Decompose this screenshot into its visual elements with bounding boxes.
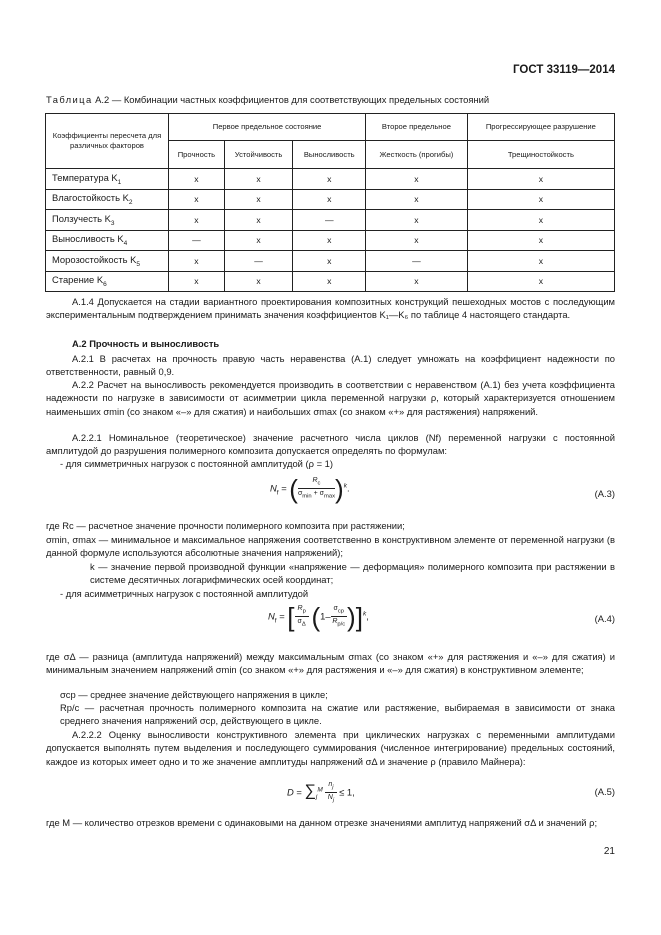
table-caption — [46, 94, 489, 105]
where-m: где M — количество отрезков времени с одинаковыми на данном отрезке значениями амплитуд напряжений σΔ и значений ρ; — [46, 817, 598, 828]
subheader-stiffness: Жесткость (прогибы) — [366, 141, 468, 169]
table-cell: x — [224, 169, 293, 190]
table-cell: — — [224, 251, 293, 272]
where-k: k — значение первой производной функции «напряжение — деформация» полимерного композита при растяжении в системе десятичных логарифмических осей координат; — [90, 561, 615, 586]
row-label: Ползучесть $K_3$ — [46, 210, 169, 231]
table-row — [46, 251, 615, 272]
caption-text: А.2 — Комбинации частных коэффициентов для соответствующих предельных состояний — [92, 94, 490, 105]
table-cell: x — [467, 271, 614, 292]
equation-number-a3: (А.3) — [594, 488, 615, 499]
table-cell: x — [366, 189, 468, 210]
table-cell: x — [224, 230, 293, 251]
header-second-state: Второе предельное — [366, 114, 468, 141]
list-item-asymmetric: - для асимметричных нагрузок с постоянной амплитудой — [60, 588, 309, 599]
where-sigma: σmin, σmax — минимальное и максимальное напряжения соответственно в конструктивном элементе от переменной нагрузки (в данной формуле используются абсолютные значения напряжений); — [46, 534, 615, 559]
where-rpc: Rp/c — расчетная прочность полимерного композита на сжатие или растяжение, выбираемая в зависимости от знака среднего значения напряжений σср, действующего в цикле. — [60, 702, 615, 727]
row-label: Выносливость $K_4$ — [46, 230, 169, 251]
table-cell: x — [224, 189, 293, 210]
where-sigma-delta: где σΔ — разница (амплитуда напряжений) между максимальным σmax (со знаком «+» для растяжения и «–» для сжатия) и минимальным значением напряжений σmin (со знаком «+» для растяжения и «–» для сжатия) в конструктивном элементе; — [46, 651, 615, 676]
table-cell: x — [293, 251, 366, 272]
table-cell: x — [293, 271, 366, 292]
table-cell: x — [366, 271, 468, 292]
table-cell: x — [169, 210, 225, 231]
document-id: ГОСТ 33119—2014 — [513, 64, 615, 76]
section-heading-a2: А.2 Прочность и выносливость — [72, 338, 220, 349]
header-first-state: Первое предельное состояние — [169, 114, 366, 141]
paragraph-a21: А.2.1 В расчетах на прочность правую часть неравенства (А.1) следует умножать на коэффициент надежности по ответственности, равный 0,9. — [46, 353, 615, 378]
row-label: Влагостойкость $K_2$ — [46, 189, 169, 210]
row-label: Морозостойкость $K_5$ — [46, 251, 169, 272]
table-row — [46, 169, 615, 190]
table-cell: x — [169, 251, 225, 272]
row-label: Температура $K_1$ — [46, 169, 169, 190]
subheader-stability: Устойчивость — [224, 141, 293, 169]
formula-a3: $N_f$ = ( $\frac{R_c}{\sigma_{min} + \sigma_{max}}$ )$^k$. — [270, 473, 350, 504]
table-cell: x — [169, 271, 225, 292]
paragraph-a221: А.2.2.1 Номинальное (теоретическое) значение расчетного числа циклов (Nf) переменной нагрузки с постоянной амплитудой до разрушения полимерного композита допускается определять по формулам: — [46, 432, 615, 457]
equation-number-a4: (А.4) — [594, 613, 615, 624]
where-sigma-cp: σср — среднее значение действующего напряжения в цикле; — [60, 689, 328, 700]
subheader-crack-resistance: Трещиностойкость — [467, 141, 614, 169]
table-cell: x — [293, 189, 366, 210]
table-cell: — — [293, 210, 366, 231]
page-number: 21 — [603, 846, 615, 857]
table-cell: x — [467, 251, 614, 272]
table-row — [46, 271, 615, 292]
table-cell: x — [366, 169, 468, 190]
paragraph-a222: А.2.2.2 Оценку выносливости конструктивного элемента при циклических нагрузках с переменными амплитудами допускается выполнять путем выделения и последующего суммирования (численное интегрирование) предельных состояний, каждое из которых имеет одно и то же значение амплитуды напряжений σΔ и значение ρ (правило Майнера): — [46, 729, 615, 767]
table-row — [46, 230, 615, 251]
caption-label: Таблица — [46, 94, 93, 105]
list-item-symmetric: - для симметричных нагрузок с постоянной амплитудой (ρ = 1) — [60, 458, 333, 469]
table-cell: x — [293, 169, 366, 190]
header-factors: Коэффициенты пересчета для различных факторов — [46, 114, 169, 169]
table-cell: x — [467, 189, 614, 210]
table-cell: x — [366, 230, 468, 251]
row-label: Старение $K_6$ — [46, 271, 169, 292]
table-cell: x — [169, 189, 225, 210]
equation-number-a5: (А.5) — [594, 786, 615, 797]
table-cell: x — [366, 210, 468, 231]
table-cell: x — [169, 169, 225, 190]
table-row — [46, 210, 615, 231]
table-cell: — — [366, 251, 468, 272]
header-progressive: Прогрессирующее разрушение — [467, 114, 614, 141]
coefficients-table — [45, 113, 615, 292]
where-rc: где Rc — расчетное значение прочности полимерного композита при растяжении; — [46, 520, 405, 531]
subheader-endurance: Выносливость — [293, 141, 366, 169]
paragraph-a22: А.2.2 Расчет на выносливость рекомендуется производить в соответствии с неравенством (А.1) без учета коэффициента надежности по нагрузке в зависимости от асимметрии цикла переменной нагрузки ρ, который характеризуется отношением наименьших σmin (со знаком «–» для сжатия) и наибольших σmax (со знаком «+» для растяжения) напряжений. — [46, 379, 615, 417]
table-cell: x — [467, 169, 614, 190]
table-cell: x — [293, 230, 366, 251]
paragraph-a14: А.1.4 Допускается на стадии вариантного проектирования композитных конструкций пешеходных мостов с последующим экспериментальным подтверждением принимать значения коэффициентов K₁—K₆ по таблице 4 настоящего стандарта. — [46, 296, 615, 321]
table-row — [46, 189, 615, 210]
table-cell: x — [224, 210, 293, 231]
formula-a5: $D = \sum_j^M$ $\frac{n_j}{N_j}$ ≤ 1, — [287, 781, 355, 804]
table-cell: — — [169, 230, 225, 251]
table-cell: x — [467, 230, 614, 251]
table-cell: x — [224, 271, 293, 292]
formula-a4: $N_f$ = [ $\frac{R_p}{\sigma_\Delta}$ (1– $\frac{\sigma_{cp}}{R_{p/c}}$ )]$^k$, — [268, 601, 369, 632]
subheader-strength: Прочность — [169, 141, 225, 169]
table-cell: x — [467, 210, 614, 231]
